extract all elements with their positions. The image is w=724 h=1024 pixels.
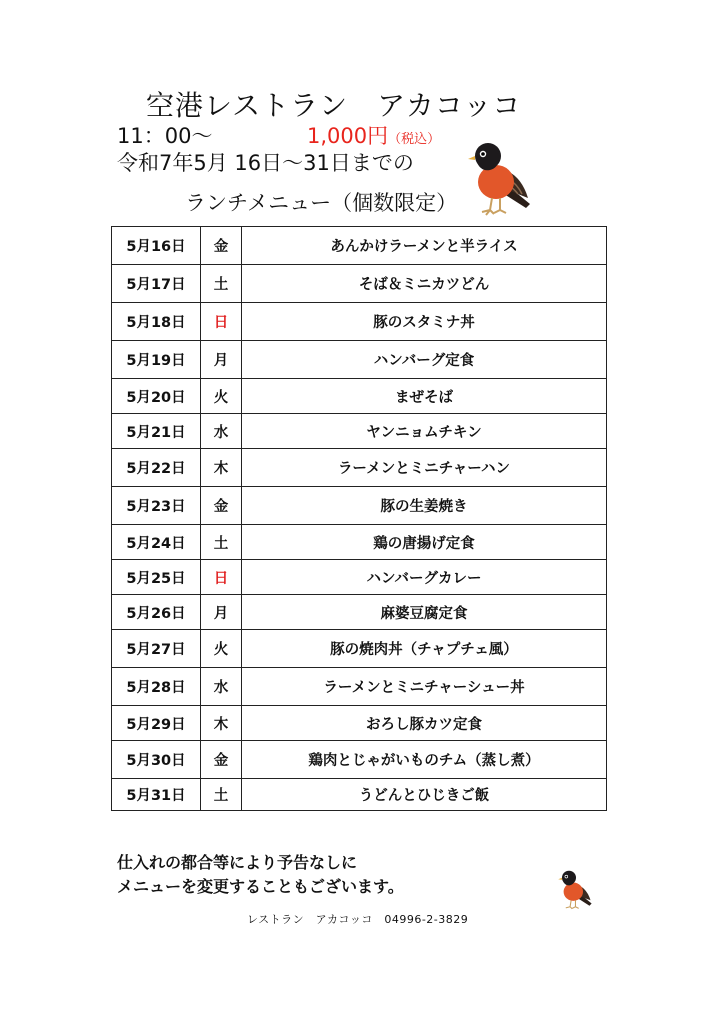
menu-dish: 麻婆豆腐定食: [242, 595, 607, 630]
menu-dish: まぜそば: [242, 379, 607, 414]
menu-date: 5月16日: [112, 227, 201, 265]
menu-dish: 豚のスタミナ丼: [242, 303, 607, 341]
menu-weekday: 木: [201, 449, 242, 487]
menu-weekday: 月: [201, 595, 242, 630]
lunch-menu-table: [111, 226, 607, 811]
menu-dish: ハンバーグカレー: [242, 560, 607, 595]
menu-weekday: 金: [201, 487, 242, 525]
menu-row: [112, 265, 607, 303]
menu-row: [112, 414, 607, 449]
menu-dish: そば＆ミニカツどん: [242, 265, 607, 303]
menu-date: 5月28日: [112, 668, 201, 706]
menu-date: 5月20日: [112, 379, 201, 414]
menu-row: [112, 595, 607, 630]
notice-line-2: メニューを変更することもございます。: [117, 877, 404, 896]
menu-row: [112, 449, 607, 487]
notice-line-1: 仕入れの都合等により予告なしに: [117, 853, 358, 872]
menu-weekday: 土: [201, 779, 242, 811]
lunch-price: [307, 120, 440, 150]
bird-icon-small: [558, 868, 594, 910]
menu-dish: うどんとひじきご飯: [242, 779, 607, 811]
menu-row: [112, 227, 607, 265]
menu-row: [112, 741, 607, 779]
menu-date: 5月23日: [112, 487, 201, 525]
menu-change-notice: [117, 851, 404, 899]
restaurant-title: 空港レストラン アカコッコ: [146, 89, 522, 122]
footer-contact: レストラン アカコッコ 04996-2-3829: [247, 913, 469, 926]
menu-date: 5月17日: [112, 265, 201, 303]
menu-weekday: 木: [201, 706, 242, 741]
menu-date: 5月25日: [112, 560, 201, 595]
opening-time: 11：00～: [117, 124, 213, 148]
menu-date: 5月18日: [112, 303, 201, 341]
menu-weekday: 日: [201, 303, 242, 341]
menu-weekday: 日: [201, 560, 242, 595]
menu-weekday: 金: [201, 227, 242, 265]
menu-dish: ラーメンとミニチャーシュー丼: [242, 668, 607, 706]
menu-weekday: 土: [201, 265, 242, 303]
menu-row: [112, 379, 607, 414]
menu-weekday: 月: [201, 341, 242, 379]
price-value: 1,000円: [307, 124, 389, 148]
menu-date: 5月26日: [112, 595, 201, 630]
menu-weekday: 水: [201, 668, 242, 706]
menu-row: [112, 341, 607, 379]
menu-weekday: 火: [201, 379, 242, 414]
menu-weekday: 火: [201, 630, 242, 668]
menu-dish: 鶏の唐揚げ定食: [242, 525, 607, 560]
menu-date: 5月21日: [112, 414, 201, 449]
menu-dish: 豚の生姜焼き: [242, 487, 607, 525]
menu-row: [112, 779, 607, 811]
menu-weekday: 水: [201, 414, 242, 449]
menu-title: ランチメニュー（個数限定）: [185, 191, 458, 215]
menu-date: 5月22日: [112, 449, 201, 487]
bird-icon: [468, 138, 534, 216]
menu-date: 5月30日: [112, 741, 201, 779]
price-tax-note: （税込）: [388, 132, 441, 147]
menu-dish: ラーメンとミニチャーハン: [242, 449, 607, 487]
menu-row: [112, 560, 607, 595]
menu-dish: ハンバーグ定食: [242, 341, 607, 379]
menu-row: [112, 668, 607, 706]
menu-dish: ヤンニョムチキン: [242, 414, 607, 449]
menu-date: 5月29日: [112, 706, 201, 741]
menu-row: [112, 525, 607, 560]
menu-date: 5月19日: [112, 341, 201, 379]
menu-dish: 鶏肉とじゃがいものチム（蒸し煮）: [242, 741, 607, 779]
menu-date: 5月31日: [112, 779, 201, 811]
menu-row: [112, 706, 607, 741]
menu-period: 令和7年5月 16日～31日までの: [117, 151, 414, 175]
menu-dish: あんかけラーメンと半ライス: [242, 227, 607, 265]
menu-date: 5月27日: [112, 630, 201, 668]
menu-weekday: 土: [201, 525, 242, 560]
menu-date: 5月24日: [112, 525, 201, 560]
menu-row: [112, 630, 607, 668]
menu-row: [112, 487, 607, 525]
menu-row: [112, 303, 607, 341]
menu-dish: おろし豚カツ定食: [242, 706, 607, 741]
menu-dish: 豚の焼肉丼（チャプチェ風）: [242, 630, 607, 668]
menu-weekday: 金: [201, 741, 242, 779]
